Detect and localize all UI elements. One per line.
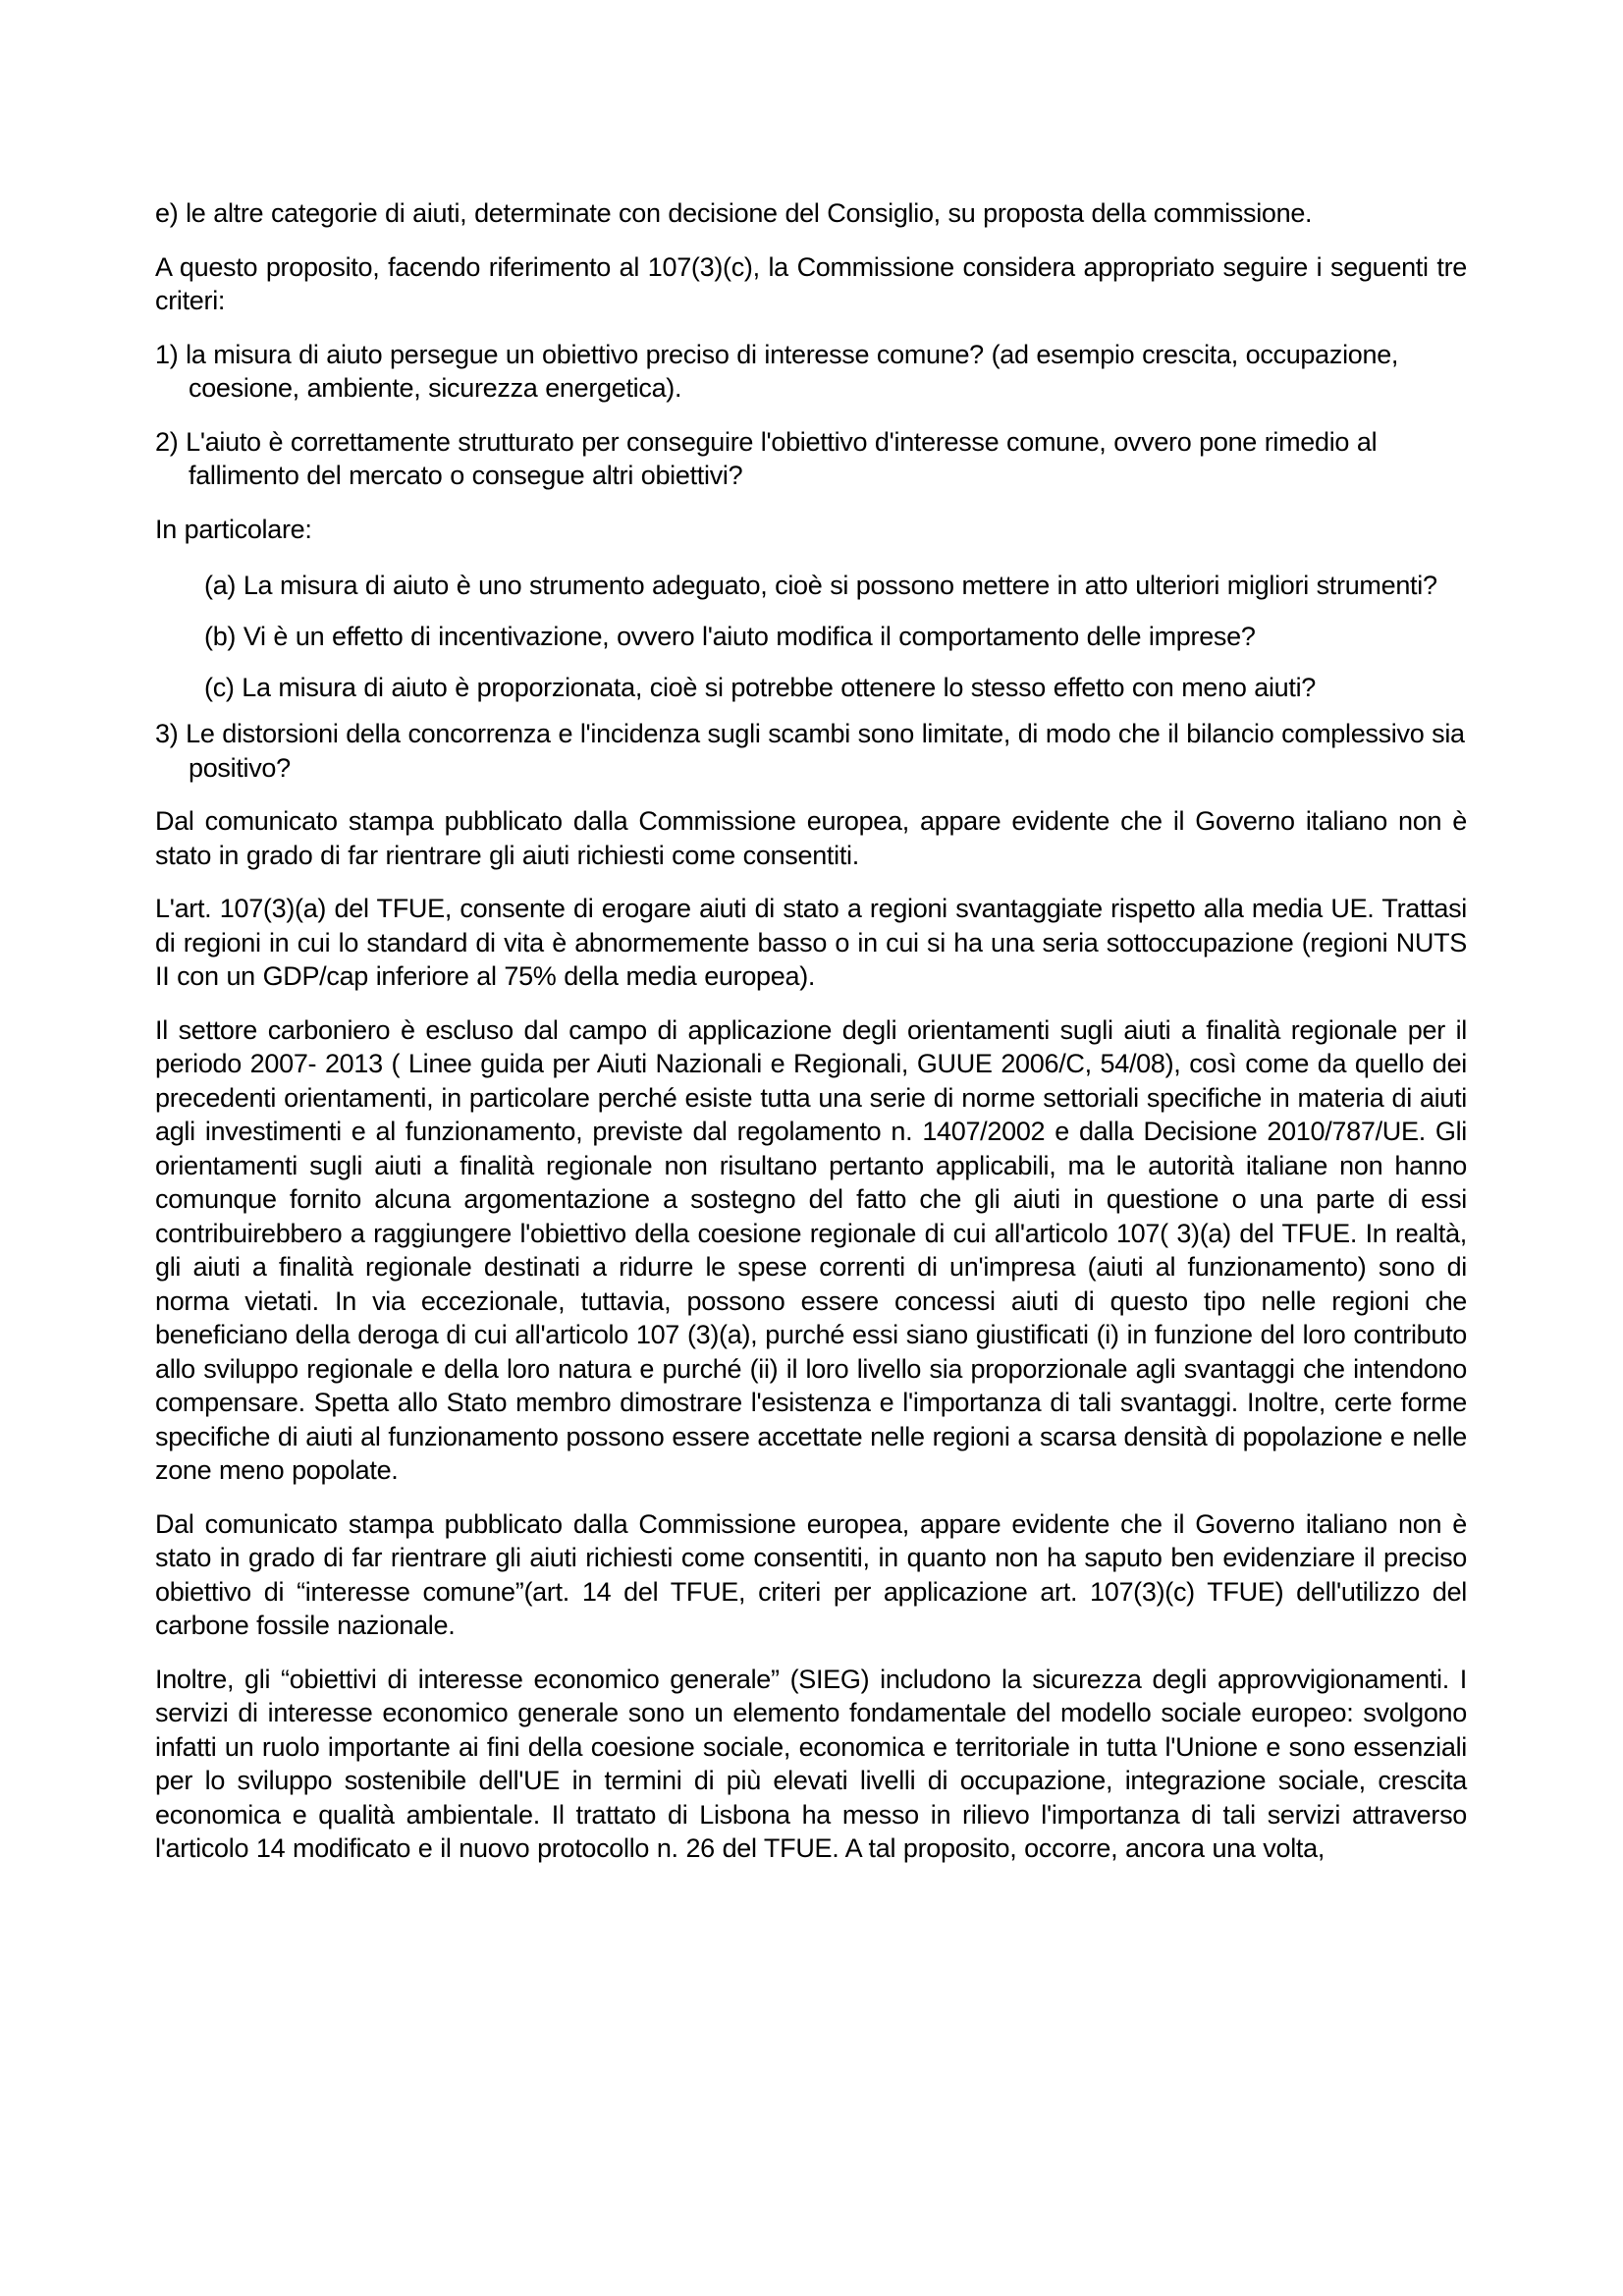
paragraph	[155, 1013, 1467, 1488]
block-text: L'aiuto è correttamente strutturato per conseguire l'obiettivo d'interesse comune, ovvero pone rimedio al fallimento del mercato o consegue altri obiettivi?	[186, 426, 1378, 490]
block-text: La misura di aiuto è uno strumento adeguato, cioè si possono mettere in atto ulteriori migliori strumenti?	[243, 571, 1437, 600]
list-item	[155, 425, 1467, 493]
document-body	[155, 196, 1467, 1866]
block-text: Dal comunicato stampa pubblicato dalla Commissione europea, appare evidente che il Governo italiano non è stato in grado di far rientrare gli aiuti richiesti come consentiti.	[155, 806, 1467, 870]
block-text: Le distorsioni della concorrenza e l'incidenza sugli scambi sono limitate, di modo che il bilancio complessivo sia positivo?	[186, 719, 1465, 783]
block-text: La misura di aiuto è proporzionata, cioè si potrebbe ottenere lo stesso effetto con meno aiuti?	[242, 673, 1316, 702]
list-item	[155, 717, 1467, 785]
block-text: In particolare:	[155, 514, 312, 544]
block-text: Dal comunicato stampa pubblicato dalla Commissione europea, appare evidente che il Governo italiano non è stato in grado di far rientrare gli aiuti richiesti come consentiti, in quanto non ha saputo ben evidenziare il preciso obiettivo di “interesse comune”(art. 14 del TFUE, criteri per applicazione art. 107(3)(c) TFUE) dell'utilizzo del carbone fossile nazionale.	[155, 1508, 1467, 1640]
block-text: Il settore carboniero è escluso dal campo di applicazione degli orientamenti sugli aiuti a finalità regionale per il periodo 2007- 2013 ( Linee guida per Aiuti Nazionali e Regionali, GUUE 2006/C, 54/08), così come da quello dei precedenti orientamenti, in particolare perché esiste tutta una serie di norme settoriali specifiche in materia di aiuti agli investimenti e al funzionamento, previste dal regolamento n. 1407/2002 e dalla Decisione 2010/787/UE. Gli orientamenti sugli aiuti a finalità regionale non risultano pertanto applicabili, ma le autorità italiane non hanno comunque fornito alcuna argomentazione a sostegno del fatto che gli aiuti in questione o una parte di essi contribuirebbero a raggiungere l'obiettivo della coesione regionale di cui all'articolo 107( 3)(a) del TFUE. In realtà, gli aiuti a finalità regionale destinati a ridurre le spese correnti di un'impresa (aiuti al funzionamento) sono di norma vietati. In via eccezionale, tuttavia, possono essere concessi aiuti di questo tipo nelle regioni che beneficiano della deroga di cui all'articolo 107 (3)(a), purché essi siano giustificati (i) in funzione del loro contributo allo sviluppo regionale e della loro natura e purché (ii) il loro livello sia proporzionale agli svantaggi che intendono compensare. Spetta allo Stato membro dimostrare l'esistenza e l'importanza di tali svantaggi. Inoltre, certe forme specifiche di aiuti al funzionamento possono essere accettate nelle regioni a scarsa densità di popolazione e nelle zone meno popolate.	[155, 1014, 1467, 1485]
block-text: e) le altre categorie di aiuti, determinate con decisione del Consiglio, su proposta della commissione.	[155, 198, 1313, 228]
paragraph	[155, 804, 1467, 872]
block-text: L'art. 107(3)(a) del TFUE, consente di erogare aiuti di stato a regioni svantaggiate rispetto alla media UE. Trattasi di regioni in cui lo standard di vita è abnormemente basso o in cui si ha una seria sottoccupazione (regioni NUTS II con un GDP/cap inferiore al 75% della media europea).	[155, 894, 1467, 991]
paragraph	[155, 1663, 1467, 1866]
block-text: la misura di aiuto persegue un obiettivo preciso di interesse comune? (ad esempio crescita, occupazione, coesione, ambiente, sicurezza energetica).	[186, 339, 1399, 403]
list-marker: 1)	[155, 339, 179, 369]
sub-item	[155, 662, 1467, 713]
paragraph	[155, 250, 1467, 318]
block-text: Inoltre, gli “obiettivi di interesse economico generale” (SIEG) includono la sicurezza degli approvvigionamenti. I servizi di interesse economico generale sono un elemento fondamentale del modello sociale europeo: svolgono infatti un ruolo importante ai fini della coesione sociale, economica e territoriale in tutta l'Unione e sono essenziali per lo sviluppo sostenibile dell'UE in termini di più elevati livelli di occupazione, integrazione sociale, crescita economica e qualità ambientale. Il trattato di Lisbona ha messo in rilievo l'importanza di tali servizi attraverso l'articolo 14 modificato e il nuovo protocollo n. 26 del TFUE. A tal proposito, occorre, ancora una volta,	[155, 1664, 1467, 1863]
paragraph	[155, 513, 1467, 547]
block-text: Vi è un effetto di incentivazione, ovvero l'aiuto modifica il comportamento delle imprese?	[243, 622, 1256, 651]
list-marker: (a)	[204, 571, 237, 600]
sub-item	[155, 611, 1467, 662]
list-marker: (c)	[204, 673, 235, 702]
block-text: A questo proposito, facendo riferimento al 107(3)(c), la Commissione considera appropriato seguire i seguenti tre criteri:	[155, 251, 1467, 315]
list-item	[155, 338, 1467, 406]
sub-item	[155, 560, 1467, 611]
list-marker: (b)	[204, 622, 237, 651]
paragraph	[155, 1507, 1467, 1643]
paragraph	[155, 196, 1467, 231]
paragraph	[155, 892, 1467, 994]
list-marker: 3)	[155, 719, 179, 748]
list-marker: 2)	[155, 426, 179, 457]
